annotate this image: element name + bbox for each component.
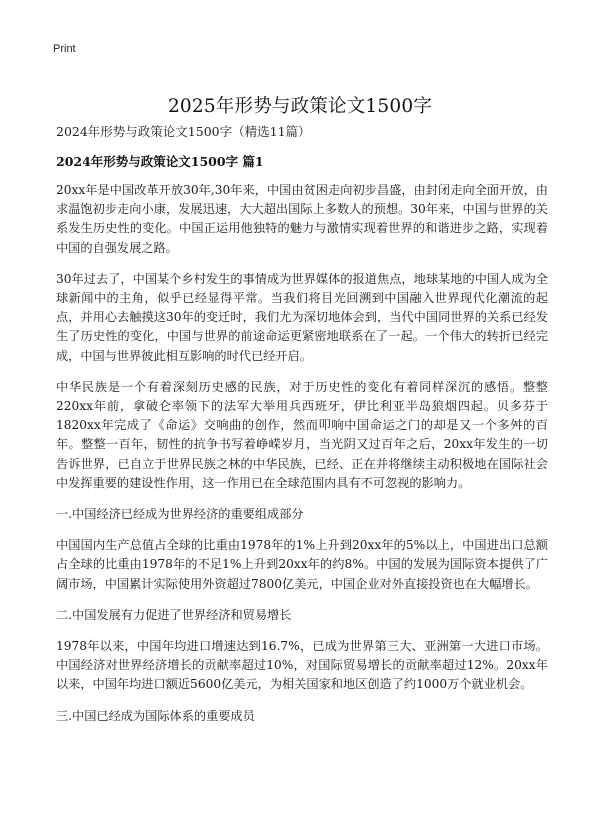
paragraph-3: 中华民族是一个有着深刻历史感的民族，对于历史性的变化有着同样深沉的感悟。整整220xx年前，拿破仑率领下的法军大举用兵西班牙，伊比利亚半岛狼烟四起。贝多芬于1820xx年完成了《命运》交响曲的创作，然而叩响中国命运之门的却是又一个多舛的百年。整整一百年，韧性的抗争书写着峥嵘岁月，当光阴又过百年之后，20xx年发生的一切告诉世界，已自立于世界民族之林的中华民族，已经、正在并将继续主动积极地在国际社会中发挥重要的建设性作用，这一作用已在全球范围内具有不可忽视的影响力。 — [56, 379, 548, 490]
paragraph-5: 1978年以来，中国年均进口增速达到16.7%，已成为世界第三大、亚洲第一大进口市场。中国经济对世界经济增长的贡献率超过10%，对国际贸易增长的贡献率超过12%。20xx年以来，中国年均进口额近5600亿美元，为相关国家和地区创造了约1000万个就业机会。 — [56, 639, 548, 692]
document-body — [56, 181, 548, 738]
section-title: 2024年形势与政策论文1500字 篇1 — [56, 154, 264, 169]
document-subtitle: 2024年形势与政策论文1500字（精选11篇） — [56, 124, 311, 139]
heading-international-system: 三.中国已经成为国际体系的重要成员 — [56, 708, 255, 723]
paragraph-1: 20xx年是中国改革开放30年,30年来，中国由贫困走向初步昌盛，由封闭走向全面开放，由求温饱初步走向小康，发展迅速，大大超出国际上多数人的预想。30年来，中国与世界的关系发生历史性的变化。中国正运用他独特的魅力与激情实现着世界的和谐进步之路，实现着中国的自强发展之路。 — [56, 183, 548, 255]
heading-economy-component: 一.中国经济已经成为世界经济的重要组成部分 — [56, 507, 304, 522]
print-label: Print — [53, 43, 76, 55]
page-title: 2025年形势与政策论文1500字 — [167, 96, 433, 118]
heading-trade-growth: 二.中国发展有力促进了世界经济和贸易增长 — [56, 607, 292, 622]
paragraph-2: 30年过去了，中国某个乡村发生的事情成为世界媒体的报道焦点，地球某地的中国人成为全球新闻中的主角，似乎已经显得平常。当我们将目光回溯到中国融入世界现代化潮流的起点，并用心去触摸这30年的变迁时，我们尤为深切地体会到，当代中国同世界的关系已经发生了历史性的变化，中国与世界的前途命运更紧密地联系在了一起。一个伟大的转折已经完成，中国与世界彼此相互影响的时代已经开启。 — [56, 271, 548, 363]
paragraph-4: 中国国内生产总值占全球的比重由1978年的1%上升到20xx年的5%以上，中国进出口总额占全球的比重由1978年的不足1%上升到20xx年的约8%。中国的发展为国际资本提供了广阔市场，中国累计实际使用外资超过7800亿美元，中国企业对外直接投资也在大幅增长。 — [56, 538, 548, 591]
